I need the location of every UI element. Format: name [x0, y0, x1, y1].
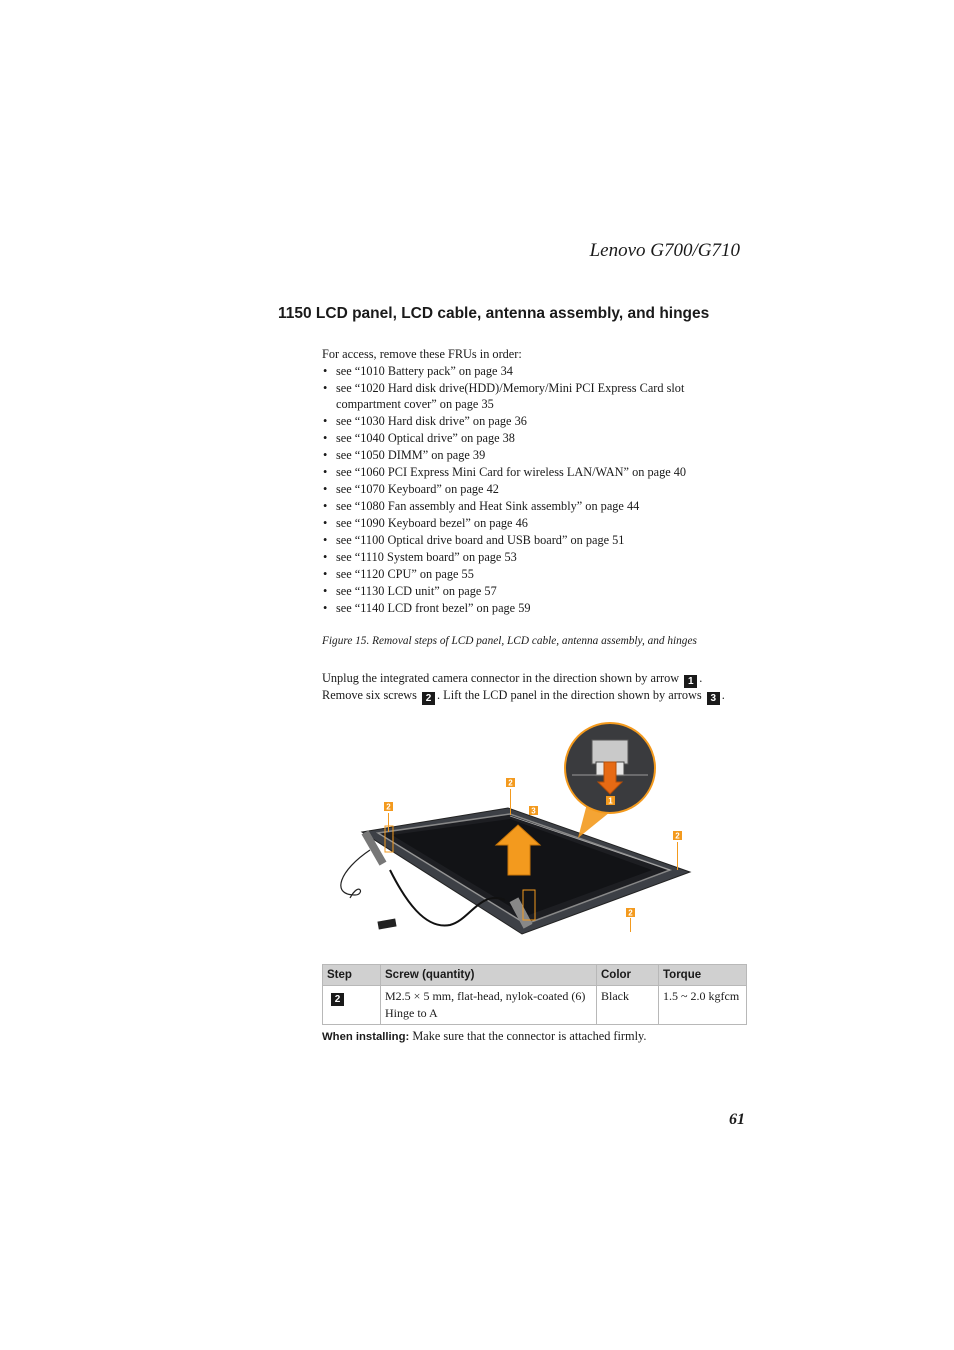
- list-item: • see “1040 Optical drive” on page 38: [322, 430, 742, 446]
- list-item: • see “1100 Optical drive board and USB board” on page 51: [322, 532, 742, 548]
- list-item: • see “1140 LCD front bezel” on page 59: [322, 600, 742, 616]
- column-header-color: Color: [597, 965, 659, 986]
- screw-marker: [673, 831, 682, 870]
- callout-label: 2: [628, 908, 633, 918]
- callout-label: 3: [531, 806, 536, 816]
- table-cell-color: Black: [597, 986, 659, 1025]
- section-heading: 1150 LCD panel, LCD cable, antenna assembly, and hinges: [278, 305, 710, 322]
- callout-label: 2: [675, 831, 680, 841]
- punctuation: .: [721, 688, 725, 702]
- callout-label: 2: [508, 778, 513, 788]
- screw-note: Hinge to A: [385, 1006, 438, 1020]
- instruction-line2b: . Lift the LCD panel in the direction shown by arrows: [437, 688, 702, 702]
- list-item: • see “1120 CPU” on page 55: [322, 566, 742, 582]
- figure-caption: Figure 15. Removal steps of LCD panel, LCD cable, antenna assembly, and hinges: [322, 635, 697, 647]
- list-item: • see “1020 Hard disk drive(HDD)/Memory/Mini PCI Express Card slot compartment cover” on page 35: [322, 380, 742, 412]
- list-item: • see “1010 Battery pack” on page 34: [322, 363, 742, 379]
- screw-description: M2.5 × 5 mm, flat-head, nylok-coated (6): [385, 989, 586, 1003]
- list-item: • see “1130 LCD unit” on page 57: [322, 583, 742, 599]
- callout-label: 1: [608, 796, 613, 806]
- callout-label: 2: [386, 802, 391, 812]
- step-badge: 3: [707, 692, 720, 705]
- antenna-cable: [341, 850, 370, 898]
- installing-note: [322, 1029, 646, 1044]
- table-cell-torque: 1.5 ~ 2.0 kgfcm: [659, 986, 747, 1025]
- column-header-torque: Torque: [659, 965, 747, 986]
- list-item: • see “1060 PCI Express Mini Card for wireless LAN/WAN” on page 40: [322, 464, 742, 480]
- list-item: • see “1030 Hard disk drive” on page 36: [322, 413, 742, 429]
- list-item: • see “1050 DIMM” on page 39: [322, 447, 742, 463]
- fru-list: [322, 363, 742, 617]
- step-badge: 1: [684, 675, 697, 688]
- running-header-title: Lenovo G700/G710: [589, 240, 740, 261]
- table-row: [323, 986, 747, 1025]
- page-number: 61: [729, 1111, 745, 1128]
- list-item: • see “1110 System board” on page 53: [322, 549, 742, 565]
- list-item: • see “1080 Fan assembly and Heat Sink assembly” on page 44: [322, 498, 742, 514]
- list-item: • see “1070 Keyboard” on page 42: [322, 481, 742, 497]
- list-item: • see “1090 Keyboard bezel” on page 46: [322, 515, 742, 531]
- punctuation: .: [699, 671, 703, 685]
- column-header-screw: Screw (quantity): [381, 965, 597, 986]
- instructions: [322, 671, 752, 705]
- table-cell-screw: [381, 986, 597, 1025]
- table-cell-step: [323, 986, 381, 1025]
- connector-inset: [565, 723, 655, 838]
- column-header-step: Step: [323, 965, 381, 986]
- screw-spec-table: [322, 964, 747, 1025]
- table-header-row: [323, 965, 747, 986]
- step-badge: 2: [422, 692, 435, 705]
- installing-text: Make sure that the connector is attached firmly.: [412, 1029, 647, 1043]
- intro-text: For access, remove these FRUs in order:: [322, 347, 522, 361]
- installing-label: When installing:: [322, 1031, 410, 1043]
- screw-marker: [626, 908, 635, 932]
- lcd-removal-figure: [330, 720, 730, 948]
- instruction-line1: Unplug the integrated camera connector in the direction shown by arrow: [322, 671, 680, 685]
- step-badge: 2: [331, 993, 344, 1006]
- instruction-line2a: Remove six screws: [322, 688, 417, 702]
